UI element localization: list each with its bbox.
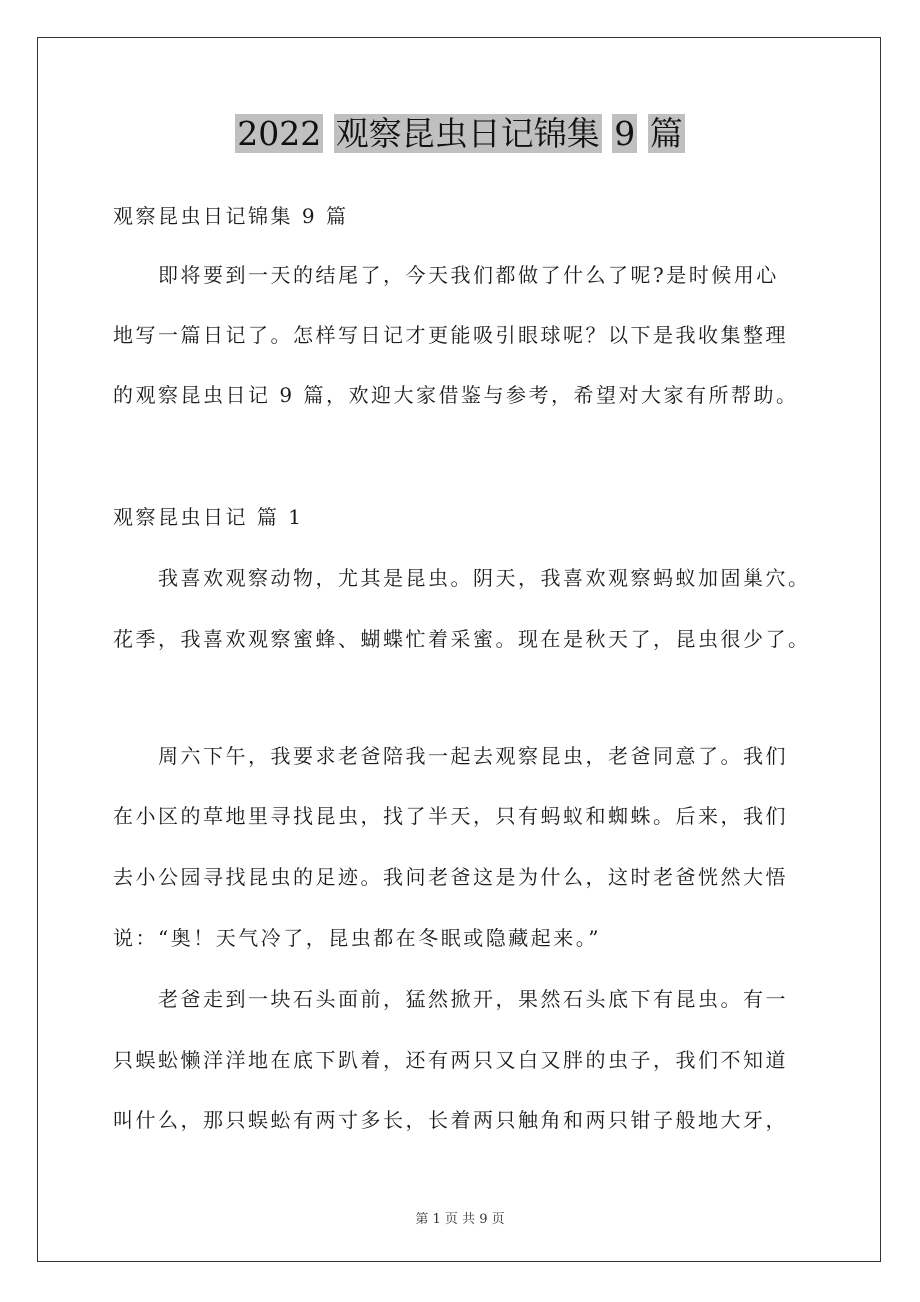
section-heading: 观察昆虫日记 篇 1 bbox=[113, 505, 304, 529]
title-suffix: 篇 bbox=[649, 114, 683, 153]
intro-line: 的观察昆虫日记 9 篇，欢迎大家借鉴与参考，希望对大家有所帮助。 bbox=[113, 383, 799, 407]
paragraph-line: 周六下午，我要求老爸陪我一起去观察昆虫，老爸同意了。我们 bbox=[158, 744, 788, 768]
paragraph-line: 叫什么，那只蜈蚣有两寸多长，长着两只触角和两只钳子般地大牙， bbox=[113, 1108, 788, 1132]
page-number: 第 1 页 共 9 页 bbox=[415, 1212, 505, 1227]
paragraph-line: 在小区的草地里寻找昆虫，找了半天，只有蚂蚁和蜘蛛。后来，我们 bbox=[113, 804, 788, 828]
title-year: 2022 bbox=[237, 114, 322, 153]
paragraph-line: 说：“奥！天气冷了，昆虫都在冬眠或隐藏起来。” bbox=[113, 926, 601, 950]
intro-line: 地写一篇日记了。怎样写日记才更能吸引眼球呢？以下是我收集整理 bbox=[113, 323, 788, 347]
paragraph-line: 花季，我喜欢观察蜜蜂、蝴蝶忙着采蜜。现在是秋天了，昆虫很少了。 bbox=[113, 627, 811, 651]
title-count: 9 bbox=[614, 114, 636, 153]
paragraph-line: 老爸走到一块石头面前，猛然掀开，果然石头底下有昆虫。有一 bbox=[158, 987, 788, 1011]
paragraph-line: 去小公园寻找昆虫的足迹。我问老爸这是为什么，这时老爸恍然大悟 bbox=[113, 865, 788, 889]
paragraph-line: 我喜欢观察动物，尤其是昆虫。阴天，我喜欢观察蚂蚁加固巢穴。 bbox=[158, 566, 811, 590]
paragraph-line: 只蜈蚣懒洋洋地在底下趴着，还有两只又白又胖的虫子，我们不知道 bbox=[113, 1048, 788, 1072]
subtitle: 观察昆虫日记锦集 9 篇 bbox=[113, 204, 349, 228]
intro-line: 即将要到一天的结尾了，今天我们都做了什么了呢?是时候用心 bbox=[158, 263, 779, 287]
document-title bbox=[0, 112, 920, 156]
title-main: 观察昆虫日记锦集 bbox=[335, 114, 600, 153]
